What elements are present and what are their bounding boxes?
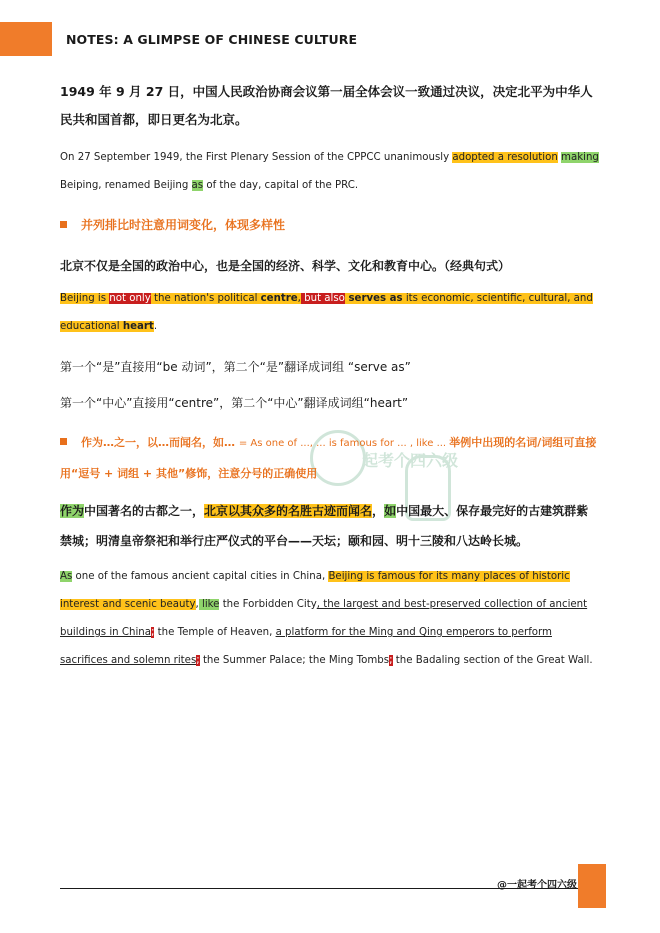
p3-highlight: 北京以其众多的名胜古迹而闻名: [204, 504, 373, 518]
p1en-highlight: making: [561, 152, 599, 163]
p2en-highlight: serves as: [344, 293, 403, 304]
paragraph-1-en: [60, 144, 600, 200]
p2en-highlight: its economic, scientific, cultural, and educational: [60, 293, 593, 332]
paragraph-3-en: [60, 563, 600, 675]
p2en-highlight: the nation's political: [150, 293, 261, 304]
bullet-2-zh: 作为…之一，以…而闻名，如…: [81, 436, 239, 449]
p3-highlight: 如: [384, 504, 397, 518]
p2en-highlight: Beijing is: [60, 293, 110, 304]
bullet-2-en: = As one of ..., ... is famous for ... , like ...: [238, 438, 450, 449]
p1en-text: of the day, capital of the PRC.: [203, 180, 359, 191]
watermark-text: 起考个四六级: [362, 451, 459, 470]
corner-tab: [0, 22, 52, 56]
p1en-highlight: adopted a resolution: [452, 152, 558, 163]
p3en-text: one of the famous ancient capital cities in China,: [72, 571, 329, 582]
p2en-highlight: heart: [122, 321, 154, 332]
bullet-icon: [60, 438, 67, 445]
p2en-highlight: ,: [297, 293, 301, 304]
bullet-2-note: 举例中出现的名词/词组可直接用“逗号 + 词组 + 其他”修饰，注意分号的正确使用: [60, 436, 597, 480]
p3en-highlight-red: ;: [196, 655, 200, 666]
note-1: 第一个“是”直接用“be 动词”，第二个“是”翻译成词组 “serve as”: [60, 360, 411, 374]
p3en-highlight: like: [198, 599, 220, 610]
bullet-2: [60, 428, 600, 489]
p3en-text: the Temple of Heaven,: [154, 627, 276, 638]
p2en-text: .: [153, 321, 158, 332]
bullet-1: [60, 215, 600, 235]
p3en-underline: , the largest and best-preserved collection of ancient buildings in China: [60, 599, 588, 638]
p1en-highlight: as: [191, 180, 204, 191]
bullet-1-text: 并列排比时注意用词变化，体现多样性: [81, 218, 286, 232]
p3en-highlight-red: ;: [389, 655, 393, 666]
bullet-icon: [60, 221, 67, 228]
p3-text: 中国最大、保存最完好的古建筑群紫禁城；明清皇帝祭祀和举行庄严仪式的平台——天坛；颐和园、明十三陵和八达岭长城。: [60, 504, 589, 548]
p2en-highlight-red: not only: [109, 293, 151, 304]
p3-text: ，: [372, 504, 385, 518]
paragraph-2-zh: 北京不仅是全国的政治中心，也是全国的经济、科学、文化和教育中心。（经典句式）: [60, 259, 511, 273]
p3en-text: the Forbidden City: [219, 599, 317, 610]
paragraph-1-zh: 1949 年 9 月 27 日，中国人民政治协商会议第一届全体会议一致通过决议，决定北平为中华人民共和国首都，即日更名为北京。: [60, 84, 593, 127]
page-title: NOTES: A GLIMPSE OF CHINESE CULTURE: [66, 32, 358, 47]
p3en-highlight: As: [60, 571, 73, 582]
paragraph-3-zh: [60, 496, 600, 556]
footer-handle: @一起考个四六级: [497, 880, 577, 891]
p1en-text: Beiping, renamed Beijing: [60, 180, 192, 191]
p2en-highlight-red: but also: [300, 293, 345, 304]
paragraph-2-en: [60, 285, 600, 341]
p2en-highlight: centre: [260, 293, 298, 304]
p3en-highlight-red: ;: [150, 627, 155, 638]
note-2: 第一个“中心”直接用“centre”，第二个“中心”翻译成词组“heart”: [60, 396, 409, 410]
p3en-text: ,: [195, 599, 199, 610]
p3en-highlight: Beijing is famous for its many places of historic interest and scenic beauty: [60, 571, 570, 610]
p1en-text: On 27 September 1949, the First Plenary Session of the CPPCC unanimously: [60, 152, 453, 163]
p3en-text: the Badaling section of the Great Wall.: [392, 655, 593, 666]
p3en-text: the Summer Palace; the Ming Tombs: [199, 655, 390, 666]
footer-tab: [578, 864, 606, 908]
p3en-underline: a platform for the Ming and Qing emperors to perform sacrifices and solemn rites: [60, 627, 552, 666]
p3-text: 中国著名的古都之一，: [84, 504, 205, 518]
p3-highlight: 作为: [60, 504, 85, 518]
